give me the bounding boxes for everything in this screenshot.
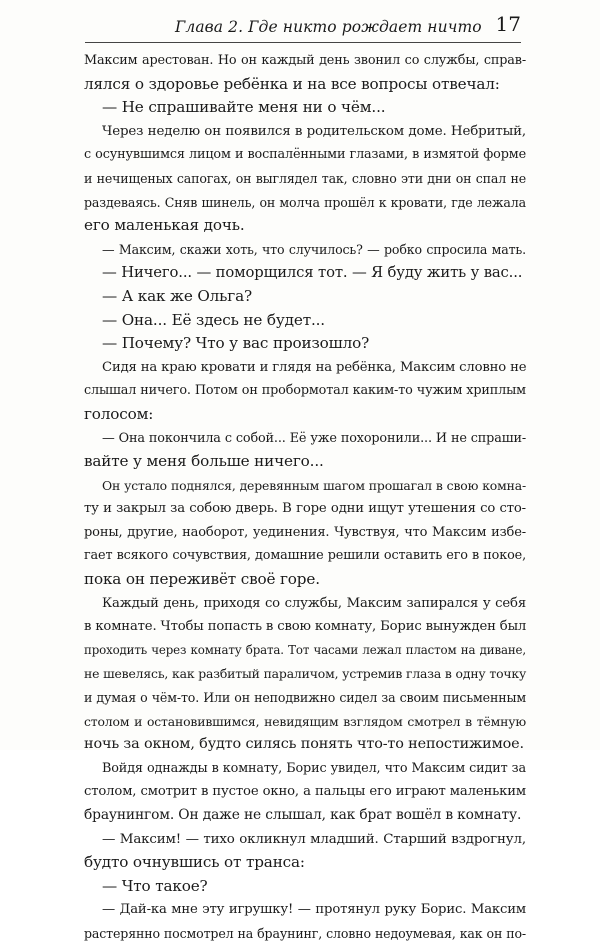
text-line: столом и остановившимся, невидящим взглядом смотрел в тёмную — [84, 713, 526, 729]
text-line: Войдя однажды в комнату, Борис увидел, что Максим сидит за — [102, 760, 526, 776]
text-line: — Не спрашивайте меня ни о чём... — [102, 98, 386, 117]
text-line: — Она... Её здесь не будет... — [102, 310, 325, 329]
text-line: — Она покончила с собой... Её уже похоронили... И не спраши- — [102, 430, 526, 446]
text-line: голосом: — [84, 404, 154, 423]
text-line: растерянно посмотрел на браунинг, словно недоумевая, как он по- — [84, 925, 526, 941]
header-divider — [85, 42, 521, 43]
running-header — [85, 12, 521, 40]
text-line: — Максим, скажи хоть, что случилось? — робко спросила мать. — [102, 241, 526, 257]
text-line: Максим арестован. Но он каждый день звонил со службы, справ- — [84, 53, 526, 68]
text-line: — А как же Ольга? — [102, 286, 252, 305]
text-line: с осунувшимся лицом и воспалёнными глазами, в измятой форме — [84, 147, 526, 163]
text-line: в комнате. Чтобы попасть в свою комнату, Борис вынужден был — [84, 619, 527, 635]
text-line: Сидя на краю кровати и глядя на ребёнка, Максим словно не — [102, 359, 527, 375]
text-line: Через неделю он появился в родительском доме. Небритый, — [102, 123, 526, 139]
text-line: Он устало поднялся, деревянным шагом прошагал в свою комна- — [102, 477, 526, 493]
text-line: браунингом. Он даже не слышал, как брат вошёл в комнату. — [84, 807, 522, 823]
text-line: роны, другие, наоборот, уединения. Чувствуя, что Максим избе- — [84, 524, 526, 540]
text-line: пока он переживёт своё горе. — [84, 570, 320, 589]
text-line: слышал ничего. Потом он пробормотал каким-то чужим хриплым — [84, 383, 526, 399]
text-line: гает всякого сочувствия, домашние решили оставить его в покое, — [84, 548, 526, 564]
body-text — [84, 49, 526, 946]
text-line: ту и закрыл за собою дверь. В горе одни ищут утешения со сто- — [84, 501, 526, 517]
text-line: вайте у меня больше ничего... — [84, 452, 324, 471]
text-line: столом, смотрит в пустое окно, а пальцы его играют маленьким — [84, 784, 526, 800]
chapter-title: Глава 2. Где никто рождает ничто — [175, 18, 482, 36]
text-line: лялся о здоровье ребёнка и на все вопросы отвечал: — [84, 74, 500, 93]
text-line: и думая о чём-то. Или он неподвижно сидел за своим письменным — [84, 690, 526, 706]
text-line: — Что такое? — [102, 876, 208, 895]
text-line: и нечищеных сапогах, он выглядел так, словно эти дни он спал не — [84, 170, 526, 186]
page-number: 17 — [495, 12, 521, 36]
text-line: не шевелясь, как разбитый параличом, устремив глаза в одну точку — [84, 666, 527, 682]
text-line: — Почему? Что у вас произошло? — [102, 334, 370, 353]
text-line: — Ничего... — поморщился тот. — Я буду жить у вас... — [102, 264, 523, 282]
text-line: проходить через комнату брата. Тот часами лежал пластом на диване, — [84, 642, 526, 657]
text-line: — Дай-ка мне эту игрушку! — протянул руку Борис. Максим — [102, 902, 526, 918]
text-line: будто очнувшись от транса: — [84, 853, 305, 872]
text-line: ночь за окном, будто силясь понять что-то непостижимое. — [84, 736, 524, 753]
text-line: — Максим! — тихо окликнул младший. Старший вздрогнул, — [102, 831, 526, 847]
text-line: Каждый день, приходя со службы, Максим запирался у себя — [102, 595, 526, 611]
text-line: раздеваясь. Сняв шинель, он молча прошёл к кровати, где лежала — [84, 194, 526, 210]
text-line: его маленькая дочь. — [84, 216, 245, 235]
